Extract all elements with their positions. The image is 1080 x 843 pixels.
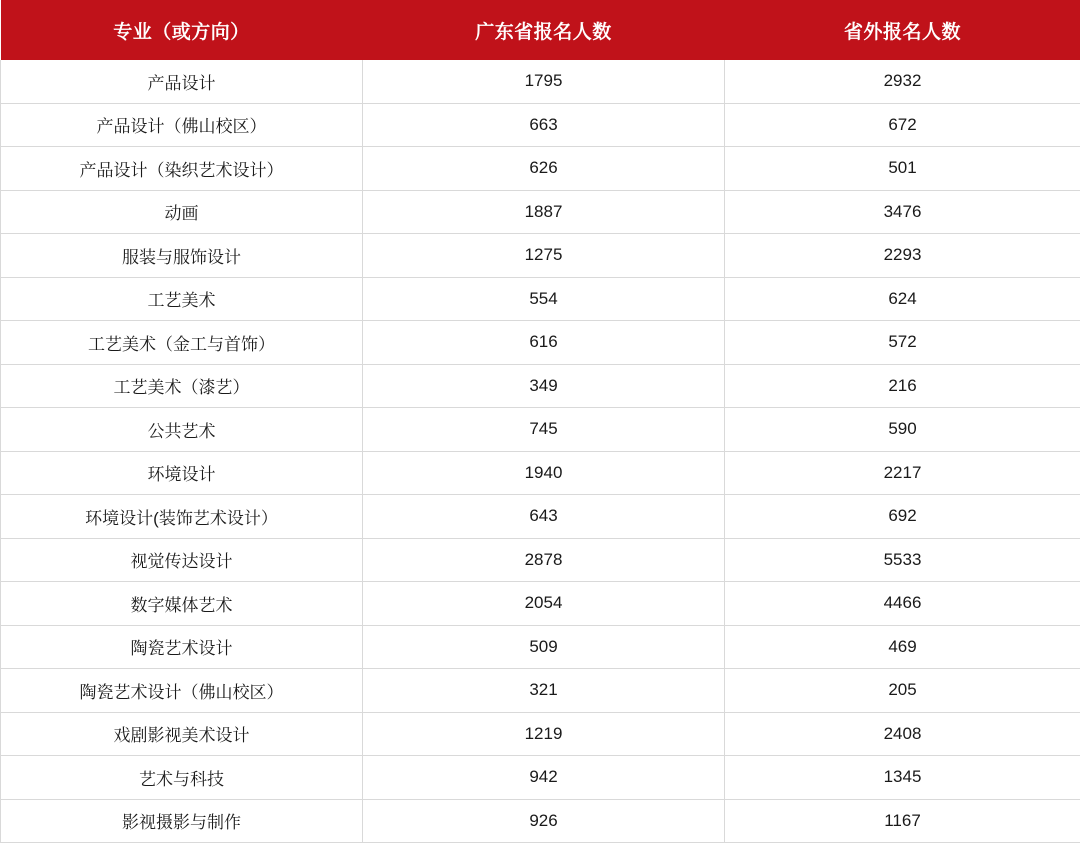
cell-guangdong-applicants: 616: [363, 321, 725, 365]
cell-outside-province-applicants: 1167: [725, 799, 1080, 843]
cell-guangdong-applicants: 1219: [363, 712, 725, 756]
cell-major: 陶瓷艺术设计（佛山校区）: [1, 669, 363, 713]
table-row: [1, 756, 1080, 800]
cell-guangdong-applicants: 321: [363, 669, 725, 713]
cell-major: 公共艺术: [1, 408, 363, 452]
cell-major: 产品设计: [1, 60, 363, 103]
column-header-outside-province-applicants: 省外报名人数: [725, 0, 1080, 60]
cell-major: 陶瓷艺术设计: [1, 625, 363, 669]
table-row: [1, 538, 1080, 582]
cell-major: 工艺美术（金工与首饰）: [1, 321, 363, 365]
table-row: [1, 408, 1080, 452]
cell-guangdong-applicants: 1795: [363, 60, 725, 103]
table-row: [1, 234, 1080, 278]
cell-major: 工艺美术: [1, 277, 363, 321]
cell-major: 服装与服饰设计: [1, 234, 363, 278]
table-header-row: [1, 0, 1080, 60]
cell-major: 产品设计（佛山校区）: [1, 103, 363, 147]
cell-major: 环境设计(装饰艺术设计）: [1, 495, 363, 539]
cell-outside-province-applicants: 216: [725, 364, 1080, 408]
cell-outside-province-applicants: 2217: [725, 451, 1080, 495]
table-row: [1, 364, 1080, 408]
cell-outside-province-applicants: 2293: [725, 234, 1080, 278]
cell-outside-province-applicants: 2932: [725, 60, 1080, 103]
cell-outside-province-applicants: 205: [725, 669, 1080, 713]
cell-guangdong-applicants: 349: [363, 364, 725, 408]
table-row: [1, 321, 1080, 365]
table-row: [1, 60, 1080, 103]
table-row: [1, 495, 1080, 539]
cell-guangdong-applicants: 942: [363, 756, 725, 800]
cell-guangdong-applicants: 643: [363, 495, 725, 539]
cell-guangdong-applicants: 1275: [363, 234, 725, 278]
cell-guangdong-applicants: 2878: [363, 538, 725, 582]
table-row: [1, 669, 1080, 713]
cell-guangdong-applicants: 626: [363, 147, 725, 191]
cell-outside-province-applicants: 5533: [725, 538, 1080, 582]
cell-major: 数字媒体艺术: [1, 582, 363, 626]
cell-guangdong-applicants: 1887: [363, 190, 725, 234]
cell-outside-province-applicants: 572: [725, 321, 1080, 365]
table-row: [1, 712, 1080, 756]
table-row: [1, 190, 1080, 234]
cell-guangdong-applicants: 2054: [363, 582, 725, 626]
cell-major: 环境设计: [1, 451, 363, 495]
column-header-guangdong-applicants: 广东省报名人数: [363, 0, 725, 60]
column-header-major: 专业（或方向）: [1, 0, 363, 60]
cell-major: 产品设计（染织艺术设计）: [1, 147, 363, 191]
cell-guangdong-applicants: 663: [363, 103, 725, 147]
cell-outside-province-applicants: 1345: [725, 756, 1080, 800]
cell-outside-province-applicants: 672: [725, 103, 1080, 147]
table-row: [1, 277, 1080, 321]
cell-guangdong-applicants: 554: [363, 277, 725, 321]
table-row: [1, 147, 1080, 191]
cell-outside-province-applicants: 469: [725, 625, 1080, 669]
table-row: [1, 451, 1080, 495]
cell-major: 影视摄影与制作: [1, 799, 363, 843]
cell-major: 动画: [1, 190, 363, 234]
cell-guangdong-applicants: 509: [363, 625, 725, 669]
cell-guangdong-applicants: 926: [363, 799, 725, 843]
table-row: [1, 799, 1080, 843]
table-row: [1, 582, 1080, 626]
cell-outside-province-applicants: 4466: [725, 582, 1080, 626]
cell-major: 艺术与科技: [1, 756, 363, 800]
cell-outside-province-applicants: 624: [725, 277, 1080, 321]
table-header: [1, 0, 1080, 60]
cell-outside-province-applicants: 3476: [725, 190, 1080, 234]
table-row: [1, 103, 1080, 147]
cell-major: 视觉传达设计: [1, 538, 363, 582]
table-row: [1, 625, 1080, 669]
cell-guangdong-applicants: 745: [363, 408, 725, 452]
cell-outside-province-applicants: 501: [725, 147, 1080, 191]
table-body: [1, 60, 1080, 843]
cell-outside-province-applicants: 692: [725, 495, 1080, 539]
cell-major: 戏剧影视美术设计: [1, 712, 363, 756]
cell-major: 工艺美术（漆艺）: [1, 364, 363, 408]
cell-outside-province-applicants: 2408: [725, 712, 1080, 756]
cell-outside-province-applicants: 590: [725, 408, 1080, 452]
cell-guangdong-applicants: 1940: [363, 451, 725, 495]
